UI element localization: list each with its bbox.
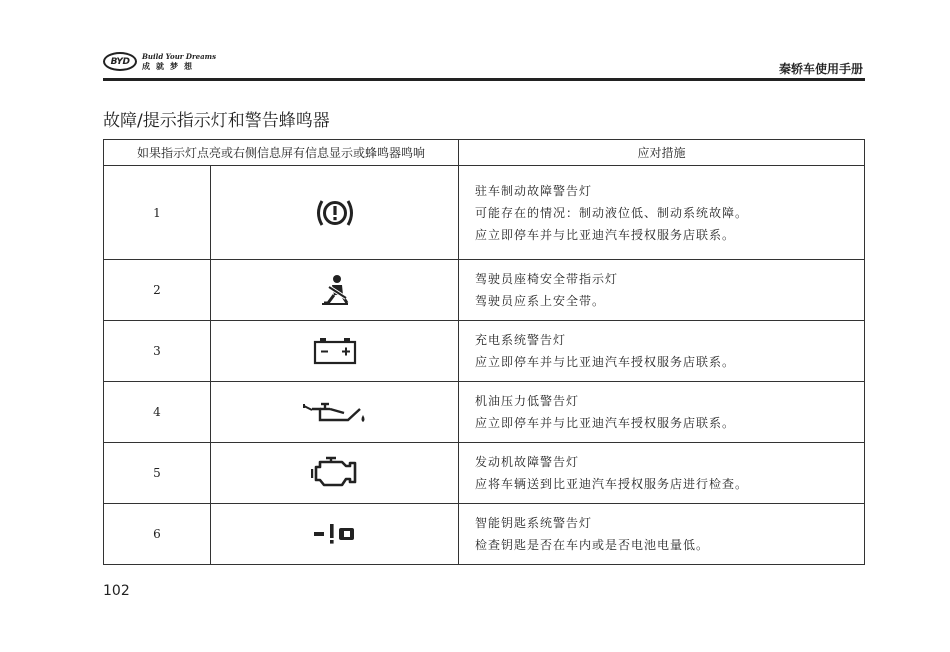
desc-line: 应立即停车并与比亚迪汽车授权服务店联系。 — [475, 227, 736, 242]
smart-key-icon — [312, 520, 358, 548]
seatbelt-icon — [320, 274, 350, 306]
desc-line: 应立即停车并与比亚迪汽车授权服务店联系。 — [475, 416, 736, 430]
manual-title: 秦轿车使用手册 — [778, 62, 863, 76]
row-number: 4 — [104, 382, 211, 443]
table-row — [104, 504, 865, 565]
brake-warning-icon — [313, 196, 357, 230]
row-number: 3 — [104, 321, 211, 382]
byd-logo-mark — [103, 52, 137, 71]
byd-logo — [103, 52, 216, 71]
page-number: 102 — [103, 583, 130, 599]
logo-chinese: 成就梦想 — [142, 61, 198, 71]
table-header-row — [104, 140, 865, 166]
desc-line: 发动机故障警告灯 — [475, 455, 580, 469]
desc-line: 驻车制动故障警告灯 — [475, 183, 593, 198]
row-number: 5 — [104, 443, 211, 504]
desc-line: 智能钥匙系统警告灯 — [475, 516, 593, 530]
desc-line: 应将车辆送到比亚迪汽车授权服务店进行检查。 — [475, 477, 749, 491]
table-row — [104, 443, 865, 504]
table-row — [104, 382, 865, 443]
header-action: 应对措施 — [459, 140, 865, 166]
row-number: 1 — [104, 166, 211, 260]
header-divider — [103, 78, 865, 81]
desc-line: 驾驶员座椅安全带指示灯 — [475, 272, 619, 286]
row-number: 2 — [104, 260, 211, 321]
byd-logo-text: BYD — [110, 56, 130, 67]
warning-light-table — [103, 139, 865, 565]
desc-line: 驾驶员应系上安全带。 — [475, 294, 606, 308]
oil-pressure-icon — [302, 399, 368, 425]
battery-icon — [313, 337, 357, 365]
table-row — [104, 321, 865, 382]
engine-check-icon — [311, 456, 359, 490]
header-condition: 如果指示灯点亮或右侧信息屏有信息显示或蜂鸣器鸣响 — [104, 140, 459, 166]
section-title: 故障/提示指示灯和警告蜂鸣器 — [103, 111, 330, 131]
desc-line: 检查钥匙是否在车内或是否电池电量低。 — [475, 538, 710, 552]
table-row — [104, 260, 865, 321]
table-row — [104, 166, 865, 260]
desc-line: 充电系统警告灯 — [475, 333, 567, 347]
row-number: 6 — [104, 504, 211, 565]
logo-tagline: Build Your Dreams — [142, 52, 217, 61]
desc-line: 机油压力低警告灯 — [475, 394, 580, 408]
desc-line: 可能存在的情况：制动液位低、制动系统故障。 — [475, 205, 749, 220]
desc-line: 应立即停车并与比亚迪汽车授权服务店联系。 — [475, 355, 736, 369]
